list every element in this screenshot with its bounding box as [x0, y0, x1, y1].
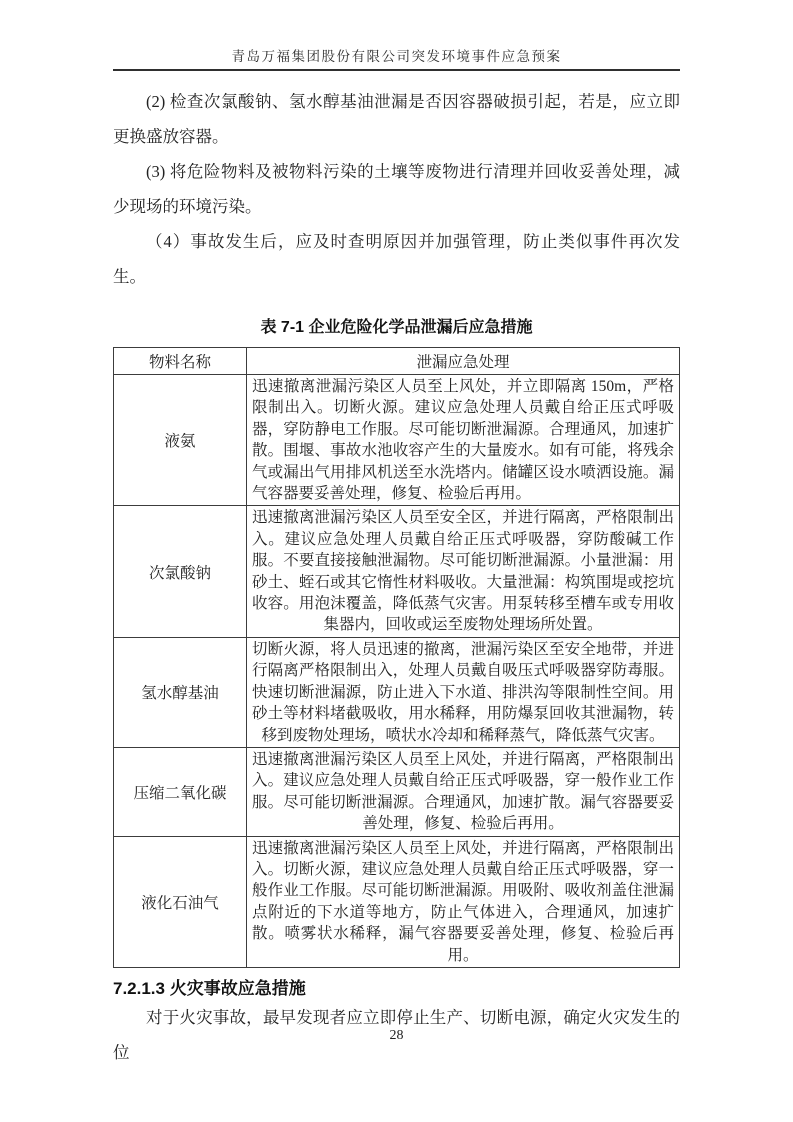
material-cell: 液氨 [114, 375, 247, 506]
table-row [114, 506, 680, 637]
table-row [114, 747, 680, 836]
table-caption: 表 7-1 企业危险化学品泄漏后应急措施 [260, 319, 533, 336]
page-content [113, 84, 680, 1070]
treatment-cell: 迅速撤离泄漏污染区人员至安全区，并进行隔离，严格限制出入。建议应急处理人员戴自给正压式呼吸器，穿防酸碱工作服。不要直接接触泄漏物。尽可能切断泄漏源。小量泄漏：用砂土、蛭石或其它惰性材料吸收。大量泄漏：构筑围堤或挖坑收容。用泡沫覆盖，降低蒸气灾害。用泵转移至槽车或专用收集器内，回收或运至废物处理场所处置。 [247, 506, 680, 637]
body-paragraph-fire: 对于火灾事故，最早发现者应立即停止生产、切断电源，确定火灾发生的位 [113, 1007, 680, 1062]
column-header-spill-response: 泄漏应急处理 [247, 348, 680, 375]
page-header [113, 0, 680, 71]
table-row [114, 637, 680, 747]
body-paragraph-2: (2) 检查次氯酸钠、氢水醇基油泄漏是否因容器破损引起，若是，应立即更换盛放容器。 [113, 92, 680, 146]
table-row [114, 375, 680, 506]
table-header-row [114, 348, 680, 375]
document-header-title: 青岛万福集团股份有限公司突发环境事件应急预案 [231, 49, 562, 64]
section-heading: 7.2.1.3 火灾事故应急措施 [113, 978, 306, 998]
table-row [114, 836, 680, 967]
material-cell: 压缩二氧化碳 [114, 747, 247, 836]
treatment-cell: 切断火源，将人员迅速的撤离，泄漏污染区至安全地带，并进行隔离严格限制出入，处理人员戴自吸压式呼吸器穿防毒服。快速切断泄漏源，防止进入下水道、排洪沟等限制性空间。用砂土等材料堵截吸收，用水稀释，用防爆泵回收其泄漏物，转移到废物处理场，喷状水冷却和稀释蒸气，降低蒸气灾害。 [247, 637, 680, 747]
page-number: 28 [389, 1028, 404, 1043]
table-body [114, 375, 680, 968]
treatment-cell: 迅速撤离泄漏污染区人员至上风处，并进行隔离，严格限制出入。建议应急处理人员戴自给正压式呼吸器，穿一般作业工作服。尽可能切断泄漏源。合理通风，加速扩散。漏气容器要妥善处理，修复、检验后再用。 [247, 747, 680, 836]
material-cell: 氢水醇基油 [114, 637, 247, 747]
treatment-cell: 迅速撤离泄漏污染区人员至上风处，并进行隔离，严格限制出入。切断火源，建议应急处理人员戴自给正压式呼吸器，穿一般作业工作服。尽可能切断泄漏源。用吸附、吸收剂盖住泄漏点附近的下水道等地方，防止气体进入，合理通风，加速扩散。喷雾状水稀释，漏气容器要妥善处理，修复、检验后再用。 [247, 836, 680, 967]
material-cell: 次氯酸钠 [114, 506, 247, 637]
column-header-material-name: 物料名称 [114, 348, 247, 375]
body-paragraph-3: (3) 将危险物料及被物料污染的土壤等废物进行清理并回收妥善处理，减少现场的环境污染。 [113, 162, 680, 216]
treatment-cell: 迅速撤离泄漏污染区人员至上风处，并立即隔离 150m，严格限制出入。切断火源。建议应急处理人员戴自给正压式呼吸器，穿防静电工作服。尽可能切断泄漏源。合理通风，加速扩散。围堰、事故水池收容产生的大量废水。如有可能，将残余气或漏出气用排风机送至水洗塔内。储罐区设水喷洒设施。漏气容器要妥善处理，修复、检验后再用。 [247, 375, 680, 506]
material-cell: 液化石油气 [114, 836, 247, 967]
body-paragraph-4: （4）事故发生后，应及时查明原因并加强管理，防止类似事件再次发生。 [113, 232, 680, 286]
spill-response-table [113, 347, 680, 968]
